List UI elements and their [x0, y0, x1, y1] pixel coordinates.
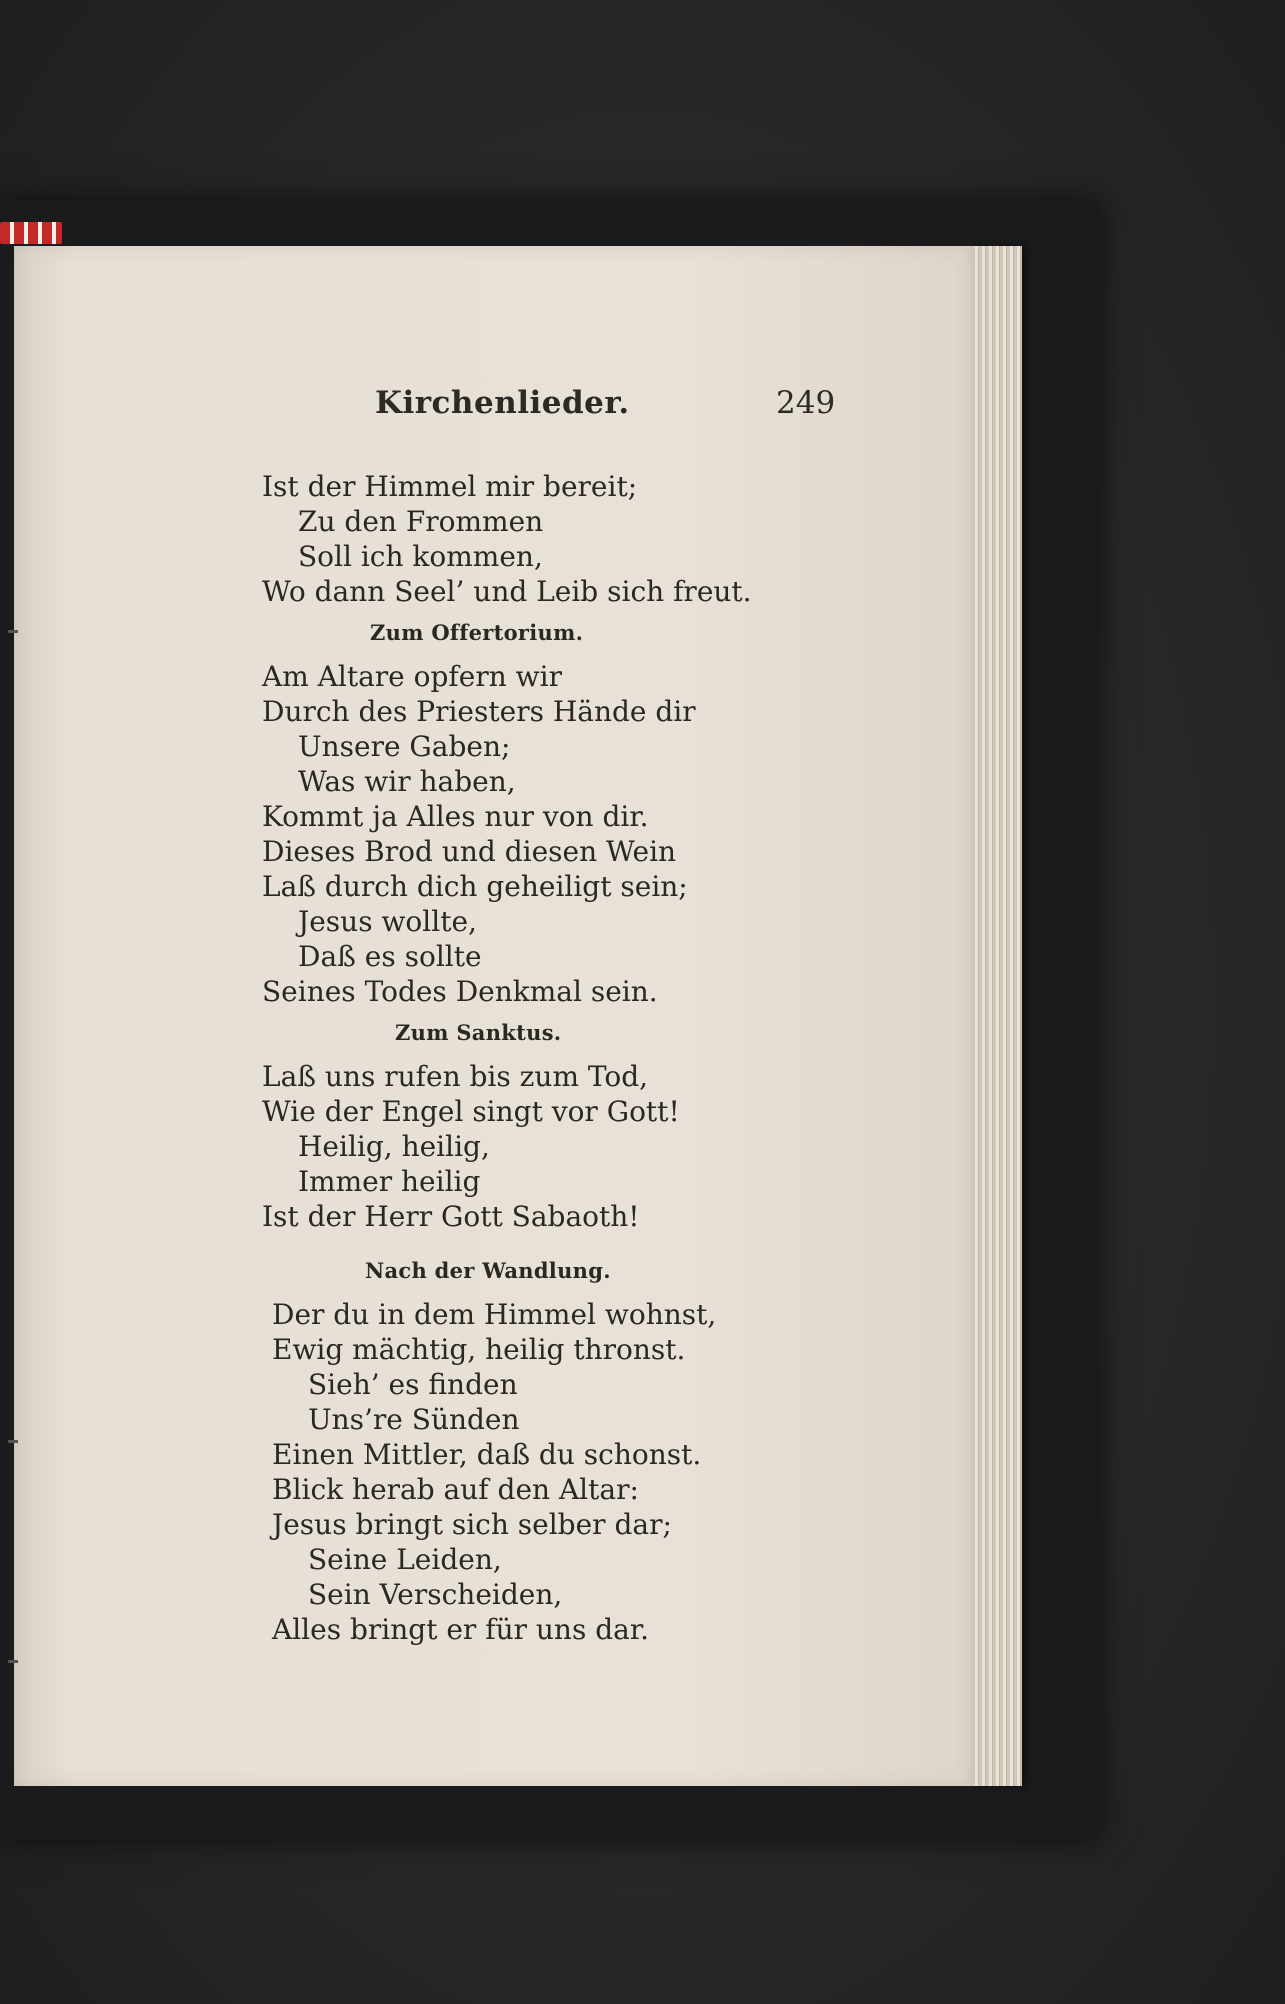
verse-line: Seines Todes Denkmal sein.	[262, 975, 658, 1008]
verse-line: Wie der Engel singt vor Gott!	[262, 1095, 680, 1128]
verse-line: Ist der Himmel mir bereit;	[262, 470, 638, 503]
verse-line: Durch des Priesters Hände dir	[262, 695, 696, 728]
page-header	[0, 385, 1285, 435]
verse-line: Laß uns rufen bis zum Tod,	[262, 1060, 649, 1093]
verse-line: Jesus bringt sich selber dar;	[272, 1508, 672, 1541]
binding-stitch	[8, 1660, 18, 1663]
bookmark-ribbon	[0, 222, 62, 244]
page-number: 249	[776, 385, 836, 421]
verse-line: Unsere Gaben;	[298, 730, 511, 763]
verse-line: Daß es sollte	[298, 940, 482, 973]
verse-line: Laß durch dich geheiligt sein;	[262, 870, 688, 903]
verse-line: Soll ich kommen,	[298, 540, 543, 573]
page-edges	[972, 246, 1022, 1786]
verse-line: Einen Mittler, daß du schonst.	[272, 1438, 702, 1471]
verse-line: Jesus wollte,	[298, 905, 477, 938]
verse-line: Blick herab auf den Altar:	[272, 1473, 639, 1506]
section-heading: Nach der Wandlung.	[365, 1258, 611, 1283]
verse-line: Ist der Herr Gott Sabaoth!	[262, 1200, 640, 1233]
binding-stitch	[8, 630, 18, 633]
verse-line: Kommt ja Alles nur von dir.	[262, 800, 649, 833]
verse-line: Dieses Brod und diesen Wein	[262, 835, 677, 868]
binding-stitch	[8, 1440, 18, 1443]
verse-line: Zu den Frommen	[298, 505, 544, 538]
section-heading: Zum Offertorium.	[370, 620, 584, 645]
verse-line: Ewig mächtig, heilig thronst.	[272, 1333, 686, 1366]
verse-line: Seine Leiden,	[308, 1543, 502, 1576]
section-heading: Zum Sanktus.	[395, 1020, 562, 1045]
verse-line: Alles bringt er für uns dar.	[272, 1613, 650, 1646]
verse-line: Uns’re Sünden	[308, 1403, 520, 1436]
verse-line: Was wir haben,	[298, 765, 516, 798]
verse-line: Wo dann Seel’ und Leib sich freut.	[262, 575, 752, 608]
verse-line: Der du in dem Himmel wohnst,	[272, 1298, 717, 1331]
verse-line: Heilig, heilig,	[298, 1130, 490, 1163]
verse-line: Am Altare opfern wir	[262, 660, 562, 693]
verse-line: Sieh’ es finden	[308, 1368, 518, 1401]
verse-line: Immer heilig	[298, 1165, 481, 1198]
verse-line: Sein Verscheiden,	[308, 1578, 563, 1611]
running-title: Kirchenlieder.	[375, 385, 630, 421]
